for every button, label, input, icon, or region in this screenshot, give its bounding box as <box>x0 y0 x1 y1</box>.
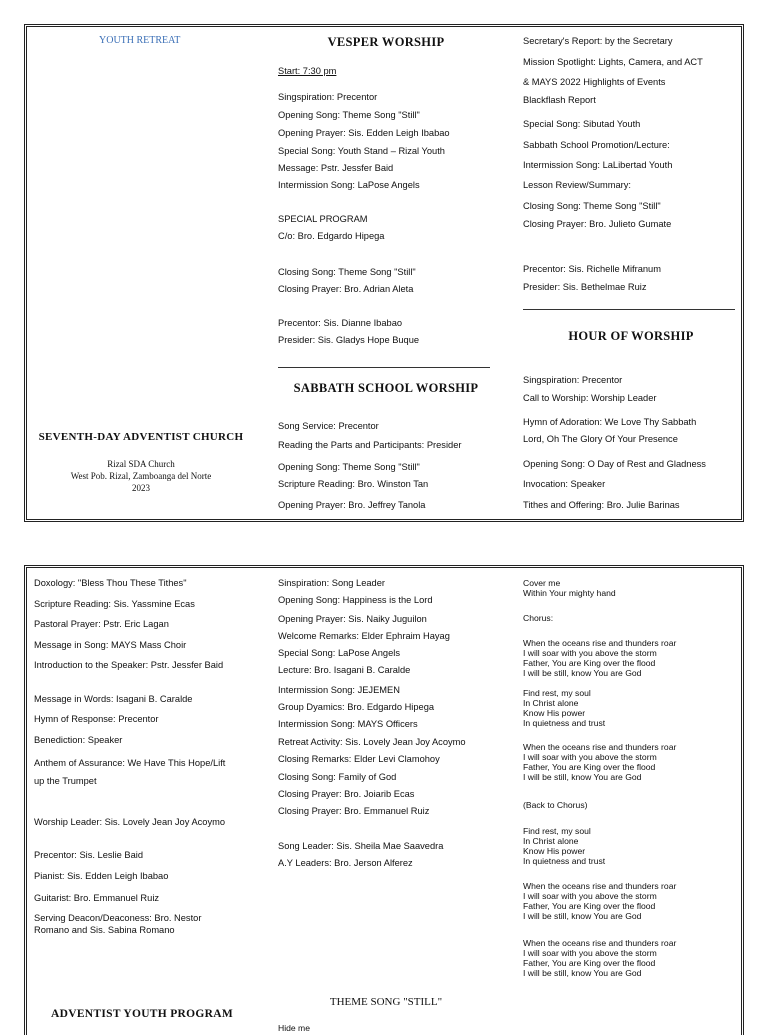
ay-item: Closing Prayer: Bro. Emmanuel Ruiz <box>278 806 430 816</box>
ay-item: Group Dyamics: Bro. Edgardo Hipega <box>278 702 435 712</box>
hour-item: Invocation: Speaker <box>523 479 606 489</box>
worship-item: Message in Song: MAYS Mass Choir <box>34 640 187 650</box>
cover-column <box>27 27 255 519</box>
ss-item: Lesson Review/Summary: <box>523 180 631 190</box>
hour-item: Lord, Oh The Glory Of Your Presence <box>523 434 678 444</box>
ay-item: Opening Prayer: Sis. Naiky Juguilon <box>278 614 427 624</box>
ay-item: Closing Remarks: Elder Levi Clamohoy <box>278 754 440 764</box>
ay-item: Retreat Activity: Sis. Lovely Jean Joy Acoymo <box>278 737 466 747</box>
vesper-title: VESPER WORSHIP <box>327 35 445 49</box>
ss-item: Mission Spotlight: Lights, Camera, and ACT <box>523 57 703 67</box>
hour-item: Call to Worship: Worship Leader <box>523 393 657 403</box>
ay-item: Closing Song: Family of God <box>278 772 397 782</box>
sabbath-continued-column <box>523 27 743 519</box>
staff-item: Pianist: Sis. Edden Leigh Ibabao <box>34 871 169 881</box>
church-name: SEVENTH-DAY ADVENTIST CHURCH <box>38 431 244 443</box>
ay-program-column <box>278 568 498 1035</box>
ss-item: & MAYS 2022 Highlights of Events <box>523 77 666 87</box>
special-program-label: SPECIAL PROGRAM <box>278 214 368 224</box>
closing-prayer: Closing Prayer: Bro. Adrian Aleta <box>278 284 414 294</box>
ay-item: Special Song: LaPose Angels <box>278 648 400 658</box>
ay-item: Intermission Song: JEJEMEN <box>278 685 400 695</box>
address-line-1: Rizal SDA Church <box>107 459 175 469</box>
lyric-stanza: Find rest, my soul In Christ alone Know His power In quietness and trust <box>523 826 606 866</box>
worship-item: Hymn of Response: Precentor <box>34 714 159 724</box>
ay-item: Closing Prayer: Bro. Joiarib Ecas <box>278 789 415 799</box>
year: 2023 <box>132 483 150 493</box>
vesper-item: Intermission Song: LaPose Angels <box>278 180 420 190</box>
youth-retreat-label: YOUTH RETREAT <box>99 35 181 46</box>
hour-of-worship-title: HOUR OF WORSHIP <box>568 329 694 343</box>
vesper-precentor: Precentor: Sis. Dianne Ibabao <box>278 318 403 328</box>
hour-item: Singspiration: Precentor <box>523 375 623 385</box>
worship-item: Doxology: "Bless Thou These Tithes" <box>34 578 187 588</box>
vesper-column <box>278 27 494 519</box>
staff-item: Precentor: Sis. Leslie Baid <box>34 850 144 860</box>
worship-item: Introduction to the Speaker: Pstr. Jessfer Baid <box>34 660 224 670</box>
worship-continued-column <box>34 568 254 1035</box>
program-page-2 <box>24 565 744 1035</box>
special-program-coordinator: C/o: Bro. Edgardo Hipega <box>278 231 385 241</box>
closing-song: Closing Song: Theme Song "Still" <box>278 267 416 277</box>
address-line-2: West Pob. Rizal, Zamboanga del Norte <box>70 471 212 481</box>
worship-item: Message in Words: Isagani B. Caralde <box>34 694 193 704</box>
lyric-back-to-chorus: (Back to Chorus) <box>523 800 588 810</box>
sabbath-item: Opening Prayer: Bro. Jeffrey Tanola <box>278 500 426 510</box>
vesper-item: Special Song: Youth Stand – Rizal Youth <box>278 146 445 156</box>
ay-item: Sinspiration: Song Leader <box>278 578 385 588</box>
lyrics-column <box>523 568 743 1035</box>
staff-item: Guitarist: Bro. Emmanuel Ruiz <box>34 893 160 903</box>
lyric-stanza: When the oceans rise and thunders roar I will soar with you above the storm Father, You are King over the flood I will be still, know You are God <box>523 742 677 782</box>
ay-item: Intermission Song: MAYS Officers <box>278 719 418 729</box>
ss-item: Blackflash Report <box>523 95 596 105</box>
ss-precentor: Precentor: Sis. Richelle Mifranum <box>523 264 661 274</box>
vesper-item: Opening Prayer: Sis. Edden Leigh Ibabao <box>278 128 450 138</box>
ay-item: Opening Song: Happiness is the Lord <box>278 595 433 605</box>
ay-leaders: A.Y Leaders: Bro. Jerson Alferez <box>278 858 413 868</box>
worship-item: Benediction: Speaker <box>34 735 123 745</box>
hour-item: Hymn of Adoration: We Love Thy Sabbath <box>523 417 697 427</box>
hour-item: Tithes and Offering: Bro. Julie Barinas <box>523 500 680 510</box>
ay-item: Welcome Remarks: Elder Ephraim Hayag <box>278 631 450 641</box>
worship-item: Scripture Reading: Sis. Yassmine Ecas <box>34 599 195 609</box>
theme-song-title: THEME SONG "STILL" <box>329 996 443 1008</box>
lyric-intro: Cover me Within Your mighty hand <box>523 578 616 598</box>
lyric-chorus-label: Chorus: <box>523 613 554 623</box>
theme-song-first-line: Hide me <box>278 1023 310 1033</box>
vesper-item: Opening Song: Theme Song "Still" <box>278 110 420 120</box>
lyric-stanza: When the oceans rise and thunders roar I will soar with you above the storm Father, You are King over the flood I will be still, know You are God <box>523 881 677 921</box>
hour-item: Opening Song: O Day of Rest and Gladness <box>523 459 706 469</box>
program-page-1 <box>24 24 744 522</box>
staff-item: Worship Leader: Sis. Lovely Jean Joy Acoymo <box>34 817 226 827</box>
sabbath-item: Scripture Reading: Bro. Winston Tan <box>278 479 429 489</box>
section-divider <box>278 367 490 368</box>
section-divider <box>523 309 735 310</box>
vesper-item: Message: Pstr. Jessfer Baid <box>278 163 394 173</box>
sabbath-item: Reading the Parts and Participants: Presider <box>278 440 462 450</box>
ay-program-title: ADVENTIST YOUTH PROGRAM <box>51 1008 233 1020</box>
ss-item: Secretary's Report: by the Secretary <box>523 36 673 46</box>
ss-item: Closing Prayer: Bro. Julieto Gumate <box>523 219 672 229</box>
ss-item: Sabbath School Promotion/Lecture: <box>523 140 670 150</box>
lyric-stanza: When the oceans rise and thunders roar I will soar with you above the storm Father, You are King over the flood I will be still, know You are God <box>523 638 677 678</box>
worship-item: Anthem of Assurance: We Have This Hope/Lift up the Trumpet <box>34 758 226 786</box>
ss-item: Closing Song: Theme Song "Still" <box>523 201 661 211</box>
lyric-stanza: When the oceans rise and thunders roar I will soar with you above the storm Father, You are King over the flood I will be still, know You are God <box>523 938 677 978</box>
lyric-stanza: Find rest, my soul In Christ alone Know His power In quietness and trust <box>523 688 606 728</box>
sabbath-item: Opening Song: Theme Song "Still" <box>278 462 420 472</box>
vesper-presider: Presider: Sis. Gladys Hope Buque <box>278 335 420 345</box>
ay-item: Lecture: Bro. Isagani B. Caralde <box>278 665 411 675</box>
sabbath-item: Song Service: Precentor <box>278 421 379 431</box>
start-time: Start: 7:30 pm <box>278 66 337 76</box>
ss-presider: Presider: Sis. Bethelmae Ruiz <box>523 282 647 292</box>
worship-item: Pastoral Prayer: Pstr. Eric Lagan <box>34 619 169 629</box>
song-leader: Song Leader: Sis. Sheila Mae Saavedra <box>278 841 444 851</box>
ss-item: Intermission Song: LaLibertad Youth <box>523 160 673 170</box>
vesper-item: Singspiration: Precentor <box>278 92 378 102</box>
staff-item: Serving Deacon/Deaconess: Bro. Nestor Romano and Sis. Sabina Romano <box>34 913 202 935</box>
sabbath-school-title: SABBATH SCHOOL WORSHIP <box>293 381 479 395</box>
ss-item: Special Song: Sibutad Youth <box>523 119 641 129</box>
